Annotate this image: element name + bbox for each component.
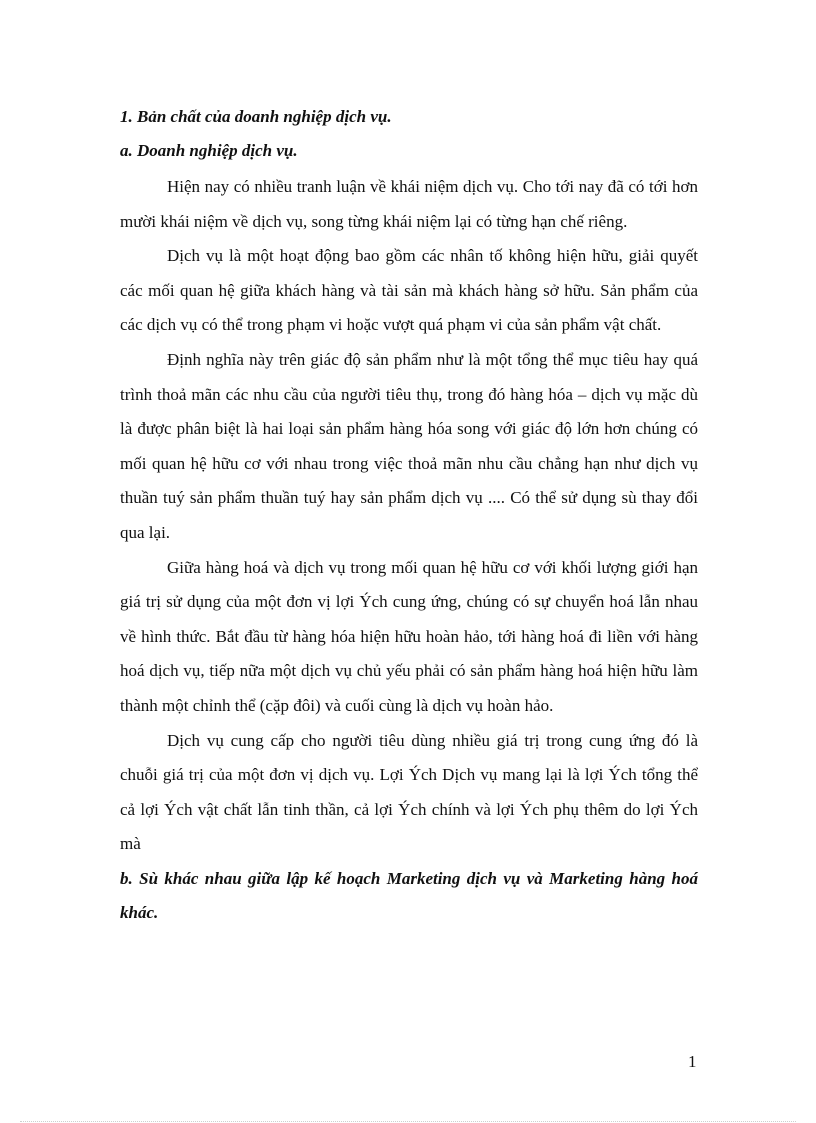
paragraph: Hiện nay có nhiều tranh luận về khái niệm dịch vụ. Cho tới nay đã có tới hơn mười khái niệm về dịch vụ, song từng khái niệm lại có từng hạn chế riêng. xyxy=(120,177,698,231)
paragraph: Giữa hàng hoá và dịch vụ trong mối quan hệ hữu cơ với khối lượng giới hạn giá trị sử dụng của một đơn vị lợi Ých cung ứng, chúng có sự chuyển hoá lẫn nhau về hình thức. Bắt đầu từ hàng hóa hiện hữu hoàn hảo, tới hàng hoá đi liền với hàng hoá dịch vụ, tiếp nữa một dịch vụ chủ yếu phải có sản phẩm hàng hoá hiện hữu làm thành một chỉnh thể (cặp đôi) và cuối cùng là dịch vụ hoàn hảo. xyxy=(120,557,698,715)
subsection-heading-a: a. Doanh nghiệp dịch vụ. xyxy=(120,141,298,160)
section-heading: 1. Bản chất của doanh nghiệp dịch vụ. xyxy=(120,107,392,126)
paragraph: Dịch vụ cung cấp cho người tiêu dùng nhiều giá trị trong cung ứng đó là chuỗi giá trị của một đơn vị dịch vụ. Lợi Ých Dịch vụ mang lại là lợi Ých tổng thể cả lợi Ých vật chất lẫn tinh thần, cả lợi Ých chính và lợi Ých phụ thêm do lợi Ých mà xyxy=(120,730,698,854)
paragraph: Định nghĩa này trên giác độ sản phẩm như là một tổng thể mục tiêu hay quá trình thoả mãn các nhu cầu của người tiêu thụ, trong đó hàng hóa – dịch vụ mặc dù là được phân biệt là hai loại sản phẩm hàng hóa song với giác độ lớn hơn chúng có mối quan hệ hữu cơ với nhau trong việc thoả mãn nhu cầu chẳng hạn như dịch vụ thuần tuý sản phẩm thuần tuý hay sản phẩm dịch vụ .... Có thể sử dụng sù thay đổi qua lại. xyxy=(120,349,698,542)
page-bottom-divider xyxy=(20,1121,796,1122)
paragraph: Dịch vụ là một hoạt động bao gồm các nhân tố không hiện hữu, giải quyết các mối quan hệ giữa khách hàng và tài sản mà khách hàng sở hữu. Sản phẩm của các dịch vụ có thể trong phạm vi hoặc vượt quá phạm vi của sản phẩm vật chất. xyxy=(120,246,698,335)
subsection-heading-b: b. Sù khác nhau giữa lập kế hoạch Marketing dịch vụ và Marketing hàng hoá khác. xyxy=(120,868,698,923)
document-body xyxy=(120,100,698,931)
page-number: 1 xyxy=(688,1052,697,1071)
